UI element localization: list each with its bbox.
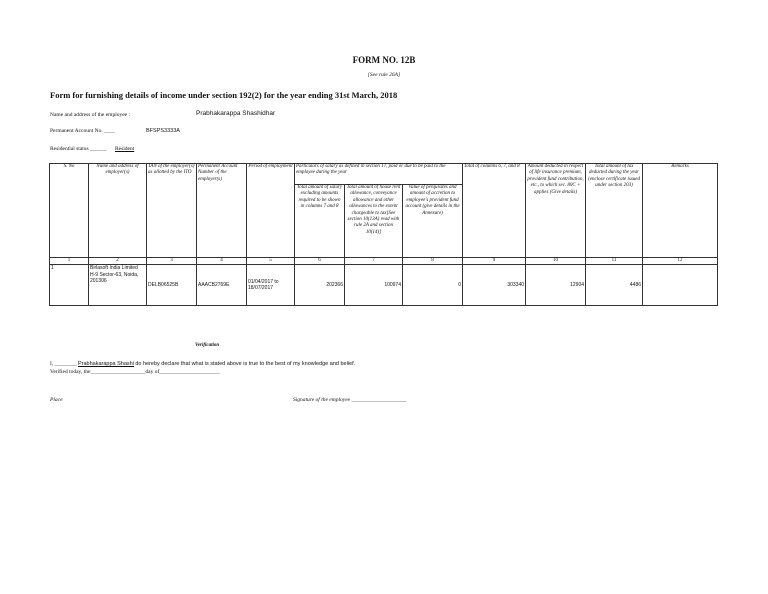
form-heading: Form for furnishing details of income under section 192(2) for the year ending 31st March, 2018 xyxy=(50,90,398,100)
table-row xyxy=(50,265,718,306)
colnum: 12 xyxy=(643,258,718,265)
column-number-row xyxy=(50,258,718,265)
verified-date-line: Verified today, the____________________day of______________________ xyxy=(50,369,220,375)
colnum: 9 xyxy=(463,258,526,265)
header-total: Total of columns 6, 7, and 8 xyxy=(463,164,526,258)
cell-perquisites: 0 xyxy=(403,265,463,306)
employer-name: Birlasoft India Limited xyxy=(90,265,138,272)
cell-period: 01/04/2017 to 18/07/2017 xyxy=(247,265,295,306)
colnum: 6 xyxy=(295,258,345,265)
employee-name-label: Name and address of the employee : xyxy=(50,112,131,118)
colnum: 8 xyxy=(403,258,463,265)
header-salary: Total amount of salary excluding amounts required to be shown in columns 7 and 8 xyxy=(295,185,345,258)
colnum: 4 xyxy=(197,258,247,265)
declaration-prefix: I, ________ xyxy=(50,361,77,367)
cell-hra: 100974 xyxy=(345,265,403,306)
cell-total: 303340 xyxy=(463,265,526,306)
declarant-name: Prabhakarappa Shashi xyxy=(77,361,134,367)
residential-status-label: Residential status ______ xyxy=(50,146,107,152)
form-title: FORM NO. 12B xyxy=(352,55,416,65)
place-label: Place xyxy=(50,397,63,403)
colnum: 1 xyxy=(50,258,89,265)
cell-tax: 4486 xyxy=(586,265,643,306)
colnum: 11 xyxy=(586,258,643,265)
header-hra: Total amount of house rent allowance, conveyance allowance and other allowances to the extent chargeable to tax[See section 10(13A) read with rule 2A and section 10(14)] xyxy=(345,185,403,258)
colnum: 2 xyxy=(89,258,147,265)
cell-employer xyxy=(89,265,147,306)
header-remarks: Remarks xyxy=(643,164,718,258)
header-employer: Name and address of employer(s) xyxy=(89,164,147,258)
header-sno: S. No xyxy=(50,164,89,258)
signature-line: Signature of the employee ____________________ xyxy=(293,397,407,403)
pan-label: Permanent Account No. ____ xyxy=(50,128,116,134)
cell-salary: 202366 xyxy=(295,265,345,306)
employer-address: H-9 Sector-63, Noida, 201306 xyxy=(90,271,139,285)
declaration-text: do hereby declare that what is stated above is true to the best of my knowledge and belief. xyxy=(135,361,356,367)
header-tax: Total amount of tax deducted during the year (enclose certificate issued under section 203) xyxy=(586,164,643,258)
header-particulars: Particulars of salary as defined in section 17, paid or due to be paid to the employee during the year xyxy=(295,164,463,185)
header-row xyxy=(50,164,718,185)
colnum: 7 xyxy=(345,258,403,265)
colnum: 3 xyxy=(147,258,197,265)
verification-title: Verification xyxy=(195,343,220,348)
header-deducted: Amount deducted in respect of life insurance premium, provident fund contribution, etc., to which sec. 80C + applies (Give details) xyxy=(526,164,586,258)
header-perquisites: Value of perquisites and amount of accretion to employee's provident fund account (give details in the Annexure) xyxy=(403,185,463,258)
pan-value: BFSPS3333A xyxy=(146,128,180,134)
header-period: Period of employment xyxy=(247,164,295,258)
cell-deducted: 12904 xyxy=(526,265,586,306)
header-pan: Permanent Account Number of the employer(s) xyxy=(197,164,247,258)
employee-name-value: Prabhakarappa Shashidhar xyxy=(196,110,276,117)
colnum: 5 xyxy=(247,258,295,265)
cell-remarks xyxy=(643,265,718,306)
header-tan: TAN of the employer(s) as allotted by the ITO xyxy=(147,164,197,258)
salary-details-table xyxy=(49,163,718,306)
cell-tan: DELB06525B xyxy=(147,265,197,306)
cell-pan: AAACB2769E xyxy=(197,265,247,306)
declaration-line xyxy=(50,361,355,367)
colnum: 10 xyxy=(526,258,586,265)
residential-status-value: Resident xyxy=(115,146,135,152)
cell-sno: 1 xyxy=(50,265,89,306)
rule-reference: [See rule 26A] xyxy=(367,72,401,78)
